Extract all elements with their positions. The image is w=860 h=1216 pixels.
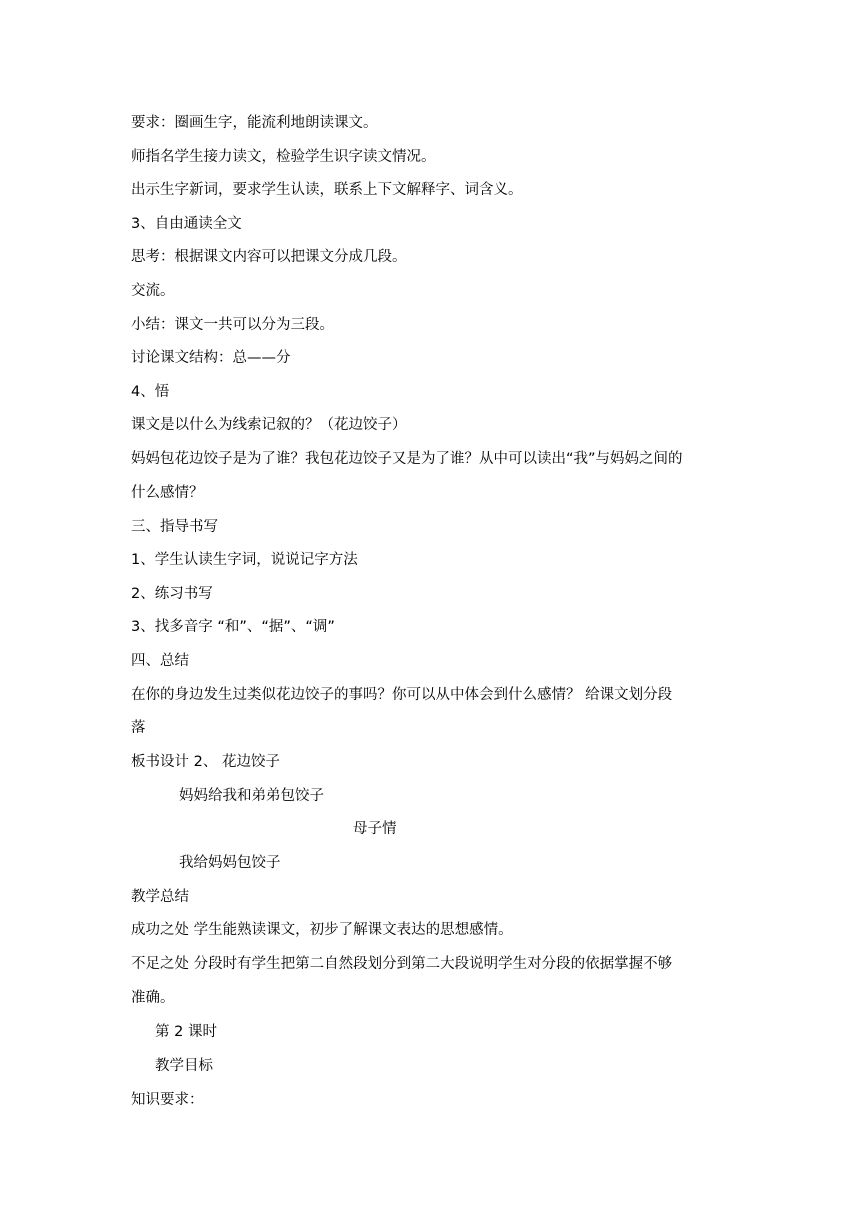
text-line: 讨论课文结构：总——分	[131, 350, 291, 366]
text-line: 在你的身边发生过类似花边饺子的事吗？你可以从中体会到什么感情？ 给课文划分段	[131, 687, 673, 703]
board-line-1: 妈妈给我和弟弟包饺子	[179, 788, 324, 804]
text-line: 成功之处 学生能熟读课文，初步了解课文表达的思想感情。	[131, 922, 513, 938]
text-line: 3、自由通读全文	[131, 216, 242, 232]
text-line: 妈妈包花边饺子是为了谁？我包花边饺子又是为了谁？从中可以读出“我”与妈妈之间的	[131, 451, 683, 467]
text-line: 什么感情？	[131, 485, 204, 501]
section-heading: 教学目标	[155, 1058, 213, 1074]
lesson-heading: 第 2 课时	[155, 1024, 217, 1040]
text-line: 4、悟	[131, 384, 170, 400]
section-heading: 三、指导书写	[131, 519, 218, 535]
text-line: 要求：圈画生字，能流利地朗读课文。	[131, 115, 378, 131]
text-line: 不足之处 分段时有学生把第二自然段划分到第二大段说明学生对分段的依据掌握不够	[131, 956, 673, 972]
text-line: 3、找多音字 “和”、“据”、“调”	[131, 619, 335, 635]
board-line-center: 母子情	[353, 821, 397, 837]
text-line: 出示生字新词，要求学生认读，联系上下文解释字、词含义。	[131, 182, 523, 198]
board-design-title: 板书设计 2、 花边饺子	[131, 754, 280, 770]
text-line: 落	[131, 720, 146, 736]
board-line-2: 我给妈妈包饺子	[179, 855, 281, 871]
section-heading: 四、总结	[131, 653, 189, 669]
text-line: 知识要求：	[131, 1092, 204, 1108]
text-line: 思考：根据课文内容可以把课文分成几段。	[131, 249, 407, 265]
text-line: 准确。	[131, 990, 175, 1006]
text-line: 小结：课文一共可以分为三段。	[131, 317, 334, 333]
text-line: 交流。	[131, 283, 175, 299]
text-line: 2、练习书写	[131, 586, 213, 602]
text-line: 1、学生认读生字词，说说记字方法	[131, 552, 358, 568]
text-line: 师指名学生接力读文，检验学生识字读文情况。	[131, 149, 436, 165]
section-heading: 教学总结	[131, 889, 189, 905]
text-line: 课文是以什么为线索记叙的？（花边饺子）	[131, 417, 407, 433]
